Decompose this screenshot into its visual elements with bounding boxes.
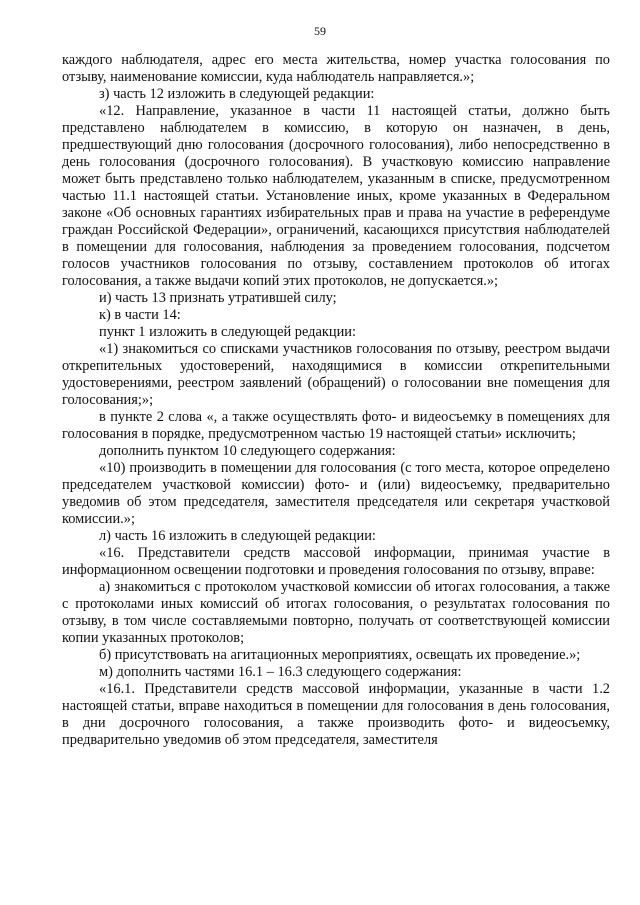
paragraph: «10) производить в помещении для голосования (с того места, которое определено председателем участковой комиссии) фото- и (или) видеосъемку, предварительно уведомив об этом председателя, заместителя председателя или секретаря участковой комиссии.»; [62, 460, 610, 527]
paragraph: «16.1. Представители средств массовой информации, указанные в части 1.2 настоящей статьи, вправе находиться в помещении для голосования в день голосования, в дни досрочного голосования, а также производить фото- и видеосъемку, предварительно уведомив об этом председателя, заместителя [62, 681, 610, 748]
paragraph: л) часть 16 изложить в следующей редакции: [99, 528, 376, 544]
document-body [62, 52, 610, 749]
paragraph: з) часть 12 изложить в следующей редакции: [99, 86, 375, 102]
paragraph: м) дополнить частями 16.1 – 16.3 следующего содержания: [99, 664, 462, 680]
paragraph: «1) знакомиться со списками участников голосования по отзыву, реестром выдачи открепительных удостоверений, находящимися в комиссии открепительными удостоверениями, реестром заявлений (обращений) о голосовании вне помещения для голосования;»; [62, 341, 610, 408]
paragraph: в пункте 2 слова «, а также осуществлять фото- и видеосъемку в помещениях для голосования в порядке, предусмотренном частью 19 настоящей статьи» исключить; [62, 409, 610, 442]
page-number: 59 [314, 24, 326, 38]
paragraph: а) знакомиться с протоколом участковой комиссии об итогах голосования, а также с протоколами иных комиссий об итогах голосования, о результатах голосования по отзыву, в том числе составляемыми повторно, получать от соответствующей комиссии копии указанных протоколов; [62, 579, 610, 646]
paragraph: и) часть 13 признать утратившей силу; [99, 290, 337, 306]
paragraph: «12. Направление, указанное в части 11 настоящей статьи, должно быть представлено наблюдателем в комиссию, в которую он назначен, в день, предшествующий дню голосования (досрочного голосования), либо непосредственно в день голосования (досрочного голосования). В участковую комиссию направление может быть представлено только наблюдателем, указанным в списке, предусмотренном частью 11.1 настоящей статьи. Установление иных, кроме указанных в Федеральном законе «Об основных гарантиях избирательных прав и права на участие в референдуме граждан Российской Федерации», ограничений, касающихся присутствия наблюдателей в помещении для голосования, наблюдения за проведением голосования, подсчетом голосов участников голосования по отзыву, составлением протоколов об итогах голосования, а также выдачи копий этих протоколов, не допускается.»; [62, 103, 610, 289]
paragraph: пункт 1 изложить в следующей редакции: [99, 324, 356, 340]
paragraph: б) присутствовать на агитационных мероприятиях, освещать их проведение.»; [99, 647, 581, 663]
paragraph: к) в части 14: [99, 307, 181, 323]
paragraph: «16. Представители средств массовой информации, принимая участие в информационном освещении подготовки и проведения голосования по отзыву, вправе: [62, 545, 610, 578]
paragraph: каждого наблюдателя, адрес его места жительства, номер участка голосования по отзыву, наименование комиссии, куда наблюдатель направляется.»; [62, 52, 610, 85]
paragraph: дополнить пунктом 10 следующего содержания: [99, 443, 396, 459]
